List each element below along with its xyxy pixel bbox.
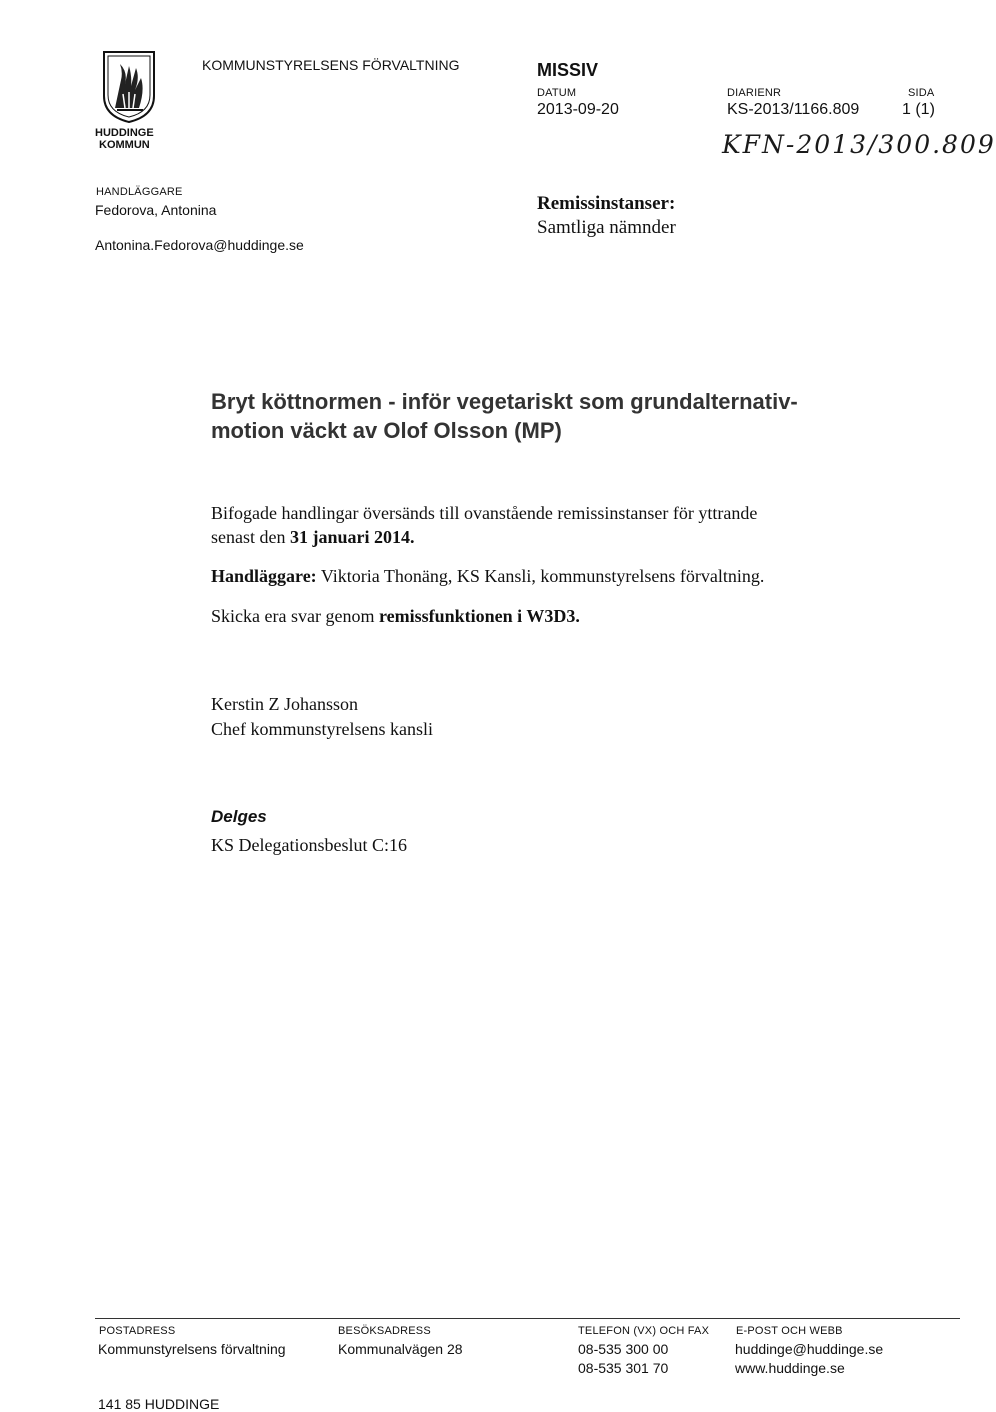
footer-postal-city: 141 85 HUDDINGE	[98, 1396, 220, 1412]
deadline-prefix: senast den	[211, 527, 290, 547]
recipients-value: Samtliga nämnder	[537, 217, 676, 238]
department-name: KOMMUNSTYRELSENS FÖRVALTNING	[202, 57, 460, 73]
document-title-line1: Bryt köttnormen - inför vegetariskt som grundalternativ-	[211, 389, 798, 414]
handler-name: Fedorova, Antonina	[95, 202, 217, 218]
reply-instruction: Skicka era svar genom	[211, 606, 379, 626]
diary-number-label: DIARIENR	[727, 87, 782, 99]
footer-postal-label: POSTADRESS	[99, 1325, 176, 1337]
footer-divider	[95, 1318, 960, 1319]
footer-email[interactable]: huddinge@huddinge.se	[735, 1341, 884, 1357]
municipality-name-line2: KOMMUN	[99, 139, 150, 151]
footer-web-label: E-POST OCH WEBB	[736, 1325, 843, 1337]
footer-phone-2: 08-535 301 70	[578, 1360, 669, 1376]
body-paragraph-1-line1: Bifogade handlingar översänds till ovanstående remissinstanser för yttrande	[211, 503, 758, 523]
deadline-date: 31 januari 2014.	[289, 527, 415, 547]
reply-system: remissfunktionen i W3D3.	[378, 606, 580, 626]
footer-website[interactable]: www.huddinge.se	[735, 1360, 845, 1376]
footer-visit-value: Kommunalvägen 28	[338, 1341, 463, 1357]
document-title-line2: motion väckt av Olof Olsson (MP)	[211, 418, 562, 443]
footer-phone-label: TELEFON (VX) OCH FAX	[578, 1325, 710, 1337]
footer-postal-value: Kommunstyrelsens förvaltning	[98, 1341, 286, 1357]
municipality-logo	[101, 50, 157, 124]
footer-phone-1: 08-535 300 00	[578, 1341, 669, 1357]
coat-of-arms-icon	[101, 50, 157, 124]
handwritten-reference: KFN-2013/300.809	[722, 130, 996, 159]
body-paragraph-3	[211, 606, 580, 627]
page-number: 1 (1)	[902, 101, 935, 118]
handler-label: HANDLÄGGARE	[96, 186, 183, 198]
case-officer-text: Viktoria Thonäng, KS Kansli, kommunstyrelsens förvaltning.	[316, 566, 765, 586]
signatory-title: Chef kommunstyrelsens kansli	[211, 719, 433, 739]
date-label: DATUM	[537, 87, 577, 99]
handler-email: Antonina.Fedorova@huddinge.se	[95, 237, 304, 253]
recipients-label: Remissinstanser:	[537, 193, 676, 214]
page-label: SIDA	[908, 87, 935, 99]
diary-number-value: KS-2013/1166.809	[727, 101, 860, 118]
municipality-name-line1: HUDDINGE	[95, 127, 154, 139]
date-value: 2013-09-20	[537, 101, 619, 118]
case-officer-label: Handläggare:	[211, 566, 317, 586]
distribution-value: KS Delegationsbeslut C:16	[211, 835, 407, 855]
body-paragraph-2	[211, 566, 764, 587]
signatory-name: Kerstin Z Johansson	[211, 694, 358, 714]
distribution-label: Delges	[211, 807, 267, 826]
footer-visit-label: BESÖKSADRESS	[338, 1325, 431, 1337]
document-type: MISSIV	[537, 60, 599, 80]
body-paragraph-1-line2	[211, 527, 415, 548]
